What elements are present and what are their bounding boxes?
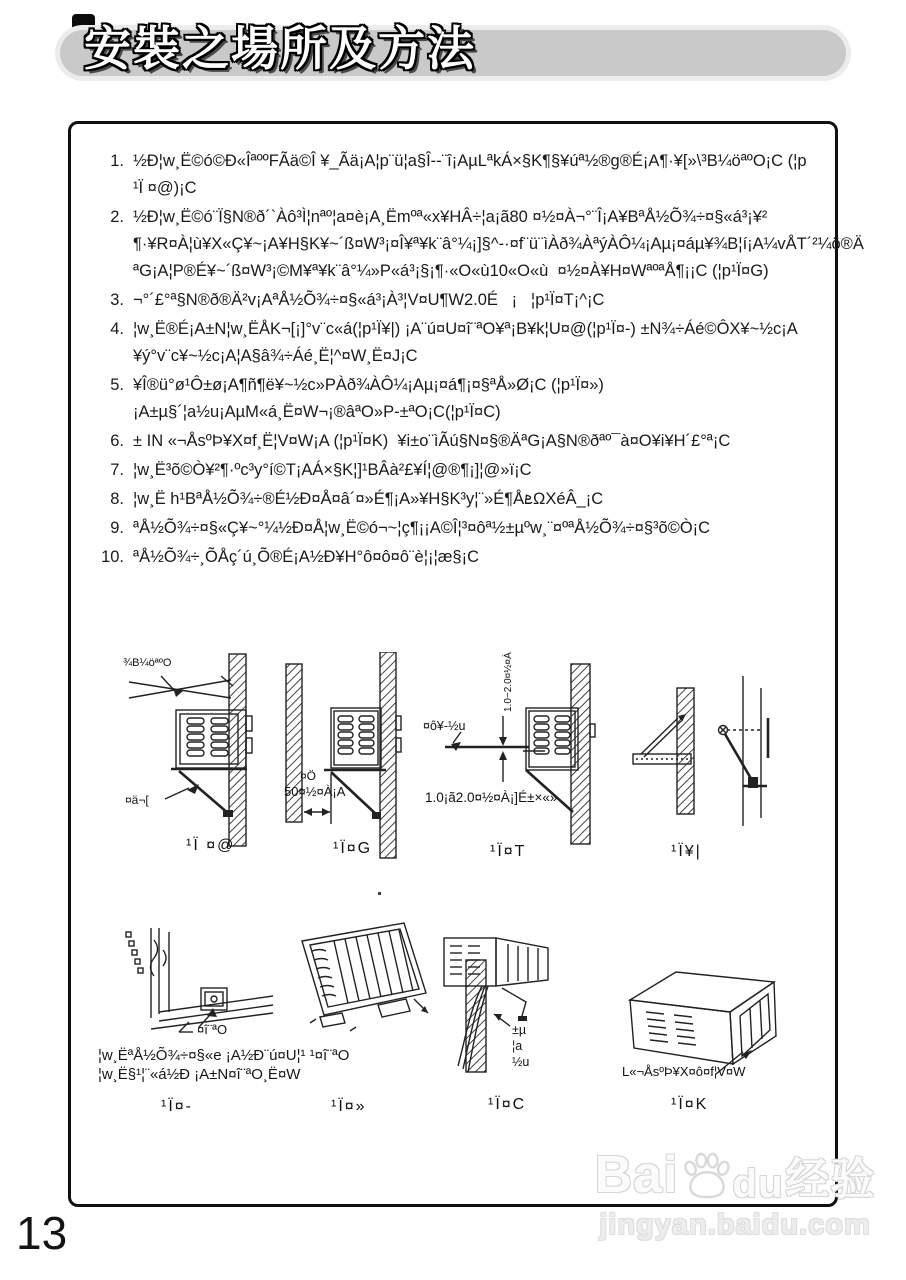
list-item (101, 428, 825, 455)
figure-8-caption: ¹Ï¤K (671, 1096, 709, 1113)
item-number: 10. (101, 548, 124, 566)
item-body (133, 372, 604, 426)
figure-6-caption: ¹Ï¤» (331, 1098, 367, 1115)
tilt-dimension-label: 1.0¡ã2.0¤½¤À¡]É±×«» (425, 790, 558, 805)
item-line: ¡A±µ§´¦a½u¡AµM«á¸Ë¤W¬¡®âªO»P-±ªO¡C(¦p¹Ï¤C) (133, 403, 501, 421)
figure-2-drawing (276, 652, 404, 864)
item-line: ± IN «¬ÅsºÞ¥X¤f¸Ë¦V¤W¡A (¦p¹Ï¤K) ¥i±o¨ìÃú§N¤§®ÄªG¡A§N®ðªº¯à¤O¥i¥H´£°ª¡C (133, 432, 731, 450)
item-number: 9. (110, 519, 124, 537)
figure-5-caption: ¹Ï¤- (161, 1098, 193, 1115)
item-body (133, 457, 531, 484)
figure-3-caption: ¹Ï¤T (490, 843, 527, 860)
note-line: ¦w¸Ë§¹¦¨«á½Ð ¡A±N¤î¨ªO¸Ë¤W (98, 1066, 301, 1083)
list-item (101, 457, 825, 484)
item-body (133, 148, 807, 202)
list-item (101, 515, 825, 542)
figure-2-caption: ¹Ï¤G (333, 840, 373, 857)
list-item (101, 148, 825, 202)
figure-7-caption: ¹Ï¤C (488, 1096, 527, 1113)
note-line: ¦w¸ËªÅ½Õ¾÷¤§«e ¡A½Ð¨ú¤U¦¹ ¹¤î¨ªO (98, 1047, 350, 1064)
item-line: ¥ý°v¨c¥~½c¡A¦A§â¾÷Áé¸Ë¦^¤W¸Ë¤J¡C (133, 347, 418, 365)
item-body (133, 204, 864, 285)
figure-4-caption: ¹Ï¥| (671, 843, 702, 860)
bracket-label: ¤ä¬[ (125, 793, 149, 807)
item-line: ªÅ½Õ¾÷¤§«Ç¥~°¼½Ð¤Å¦w¸Ë©ó¬~¦ç¶¡¡A©Î¦³¤ôª½±µºw¸¨¤ºªÅ½Õ¾÷¤§³õ©Ò¡C (133, 519, 711, 537)
page-number: 13 (16, 1207, 68, 1259)
vertical-dimension-label: 1.0~2.0¤½¤À (503, 652, 514, 712)
item-body (133, 428, 730, 455)
item-body (133, 486, 603, 513)
figure-3-drawing (423, 652, 608, 864)
level-line-label: ¤ô¥-½u (423, 719, 466, 733)
figure-6-drawing (286, 919, 436, 1049)
item-line: ¶·¥R¤À¦ù¥X«Ç¥~¡A¥H§K¥~´ß¤W³¡¤Î¥ª¥k¨â°¼¡]§^-·¤f¨ü¨ìÀð¾ÀªýÀÔ¼¡Aµ¡¤áµ¥¾B¦í¡A¼vÅT´²¼ö®Ä (133, 235, 864, 253)
item-line: ªÅ½Õ¾÷¸ÕÅç´ú¸Õ®É¡A½Ð¥H°ô¤ô¤ô¨è¦¡¦æ§¡C (133, 548, 480, 566)
item-number: 6. (110, 432, 124, 450)
item-body (133, 316, 798, 370)
item-line: ¹Ï ¤@)¡C (133, 179, 197, 197)
item-line: ½Ð¦w¸Ë©ó¨Ï§N®ð´`Àô³Ì¦nªº¦a¤è¡A¸Ëmºª«x¥HÂ÷¦a¡ã80 ¤½¤À¬°¨Î¡A¥BªÅ½Õ¾÷¤§«á³¡¥² (133, 208, 768, 226)
ground-wire-label-char: ½u (512, 1055, 530, 1069)
list-item (101, 372, 825, 426)
item-line: ¦w¸Ë³õ©Ò¥²¶·ºc³y°í©T¡AÁ×§K¦]¹BÂà²£¥Í¦@®¶¡]¦@»ï¡C (133, 461, 532, 479)
item-number: 8. (110, 490, 124, 508)
watermark-brand-text: Bai (594, 1146, 679, 1204)
drain-outlet-label: L«¬ÅsºÞ¥X¤ô¤f¦V¤W (622, 1064, 746, 1079)
figure-1-drawing (121, 652, 253, 864)
item-line: ¥Î®ü°ø¹Ô±ø¡A¶ñ¶ë¥~½c»PÀð¾ÀÔ¼¡Aµ¡¤á¶¡¤§ªÅ»Ø¡C (¦p¹Ï¤») (133, 376, 604, 394)
figure-7-drawing (436, 924, 576, 1079)
item-number: 1. (110, 152, 124, 170)
item-line: ¬°´£°ª§N®ð®Ä²v¡AªÅ½Õ¾÷¤§«á³¡À³¦V¤U¶W2.0É ¡ ¦p¹Ï¤T¡^¡C (133, 291, 605, 309)
dimension-label-line2: 50¤½¤À¡A (284, 784, 346, 799)
item-line: ¦w¸Ë h¹BªÅ½Õ¾÷®É½Ð¤Å¤â´¤»É¶¡A»¥H§K³y¦¨»É¶ÅܧΩΧéÂ_¡C (133, 490, 604, 508)
item-body (133, 544, 479, 571)
item-number: 2. (110, 208, 124, 226)
figure-4-drawing (631, 658, 796, 864)
instruction-list (101, 148, 864, 573)
figure-5-note (98, 1046, 349, 1084)
content-box (68, 121, 864, 1207)
item-number: 7. (110, 461, 124, 479)
list-item (101, 204, 864, 285)
item-line: ªG¡A¦P®É¥~´ß¤W³¡©M¥ª¥k¨â°¼»P«á³¡§¡¶·«O«ù10«O«ù ¤½¤À¥H¤WªºªÅ¶¡¡C (¦p¹Ï¤G) (133, 262, 769, 280)
item-line: ¦w¸Ë®É¡A±N¦w¸ËÅK¬[¡]°v¨c«á(¦p¹Ï¥|) ¡A¨ú¤U¤î¨ªO¥ª¡B¥k¦U¤@(¦p¹Ï¤-) ±N¾÷Áé©ÔX¥~½c¡A (133, 320, 798, 338)
watermark-logo-row (575, 1143, 895, 1207)
list-item (101, 544, 825, 571)
item-line: ½Ð¦w¸Ë©ó©Ð«ÎªººFÃä©Î ¥_Ãä¡A¦p¨ü¦a§Î--¨î¡AµLªkÁ×§K¶§¥úª½®g®É¡A¶·¥[»\³B¼öªºO¡C (¦p (133, 152, 807, 170)
dimension-label-line1: ¤Ö (300, 769, 317, 783)
heat-shield-label: ¾B¼öªºO (123, 657, 172, 669)
page-title: 安裝之場所及方法 (84, 22, 476, 75)
item-number: 4. (110, 320, 124, 338)
item-body (133, 287, 604, 314)
watermark-brand-text2: du (732, 1161, 784, 1206)
figure-1-caption: ¹Ï ¤@ (186, 837, 236, 854)
list-item (101, 287, 825, 314)
figure-5-drawing (121, 924, 281, 1049)
baidu-paw-icon (681, 1151, 731, 1199)
figure-8-drawing (616, 962, 791, 1080)
stopper-plate-label: ¤î¨ªO (197, 1022, 228, 1037)
list-item (101, 316, 825, 370)
list-item (101, 486, 825, 513)
ground-wire-label-char: ¦a (512, 1039, 523, 1053)
watermark-url: jingyan.baidu.com (599, 1209, 871, 1241)
item-body (133, 515, 710, 542)
scan-speck (378, 892, 381, 895)
watermark-suffix-text: 经验 (785, 1155, 876, 1204)
item-number: 5. (110, 376, 124, 394)
baidu-watermark (575, 1143, 895, 1242)
item-number: 3. (110, 291, 124, 309)
ground-wire-label-char: ±µ (512, 1023, 527, 1037)
